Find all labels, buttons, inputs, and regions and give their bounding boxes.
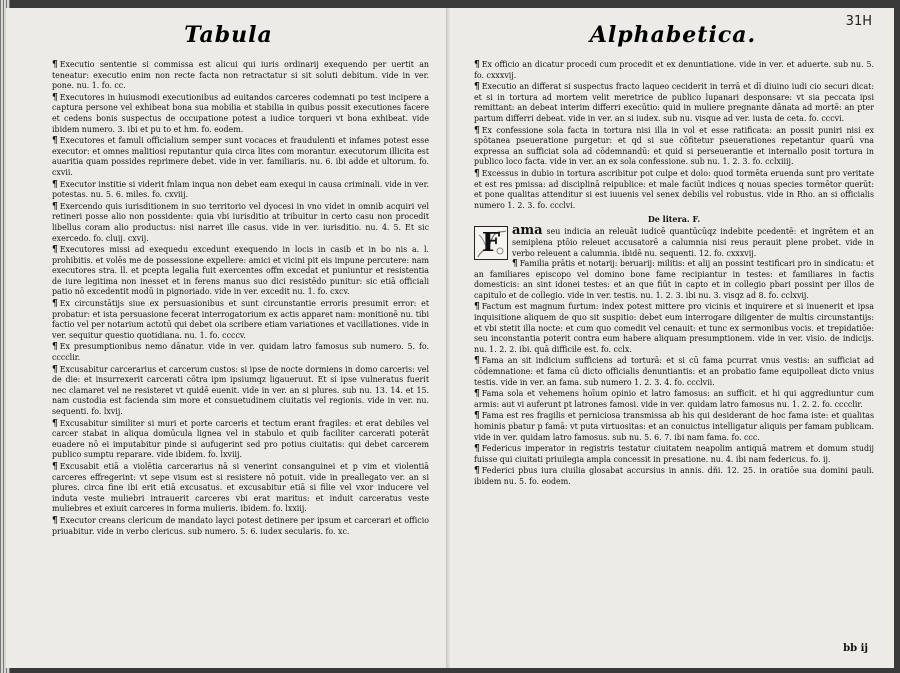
- pilcrow-icon: ¶: [474, 356, 480, 367]
- index-entry: [474, 60, 874, 81]
- entry-text: Ex confessione sola facta in tortura nisi illa in vol et esse ratificata: an possit puniri nisi ex spōtanea pseueratione purgetur: et qd si sue cōfitetur pseuerationes repetantur quarū vna expressa an sufficiat sola ad cōdemnandū: et quid si perseuerantie et internallo posit tortura in publico loco facta. vide in ver. an ex sola confessione. sub nu. 1. 2. 3. fo. cclxiiij.: [474, 125, 874, 167]
- index-entry: [52, 136, 429, 178]
- index-entry: [474, 389, 874, 410]
- entry-text: Executores missi ad exequedu excedunt exequendo in locis in casib et in bo nis a. l. prohibitis. et volēs me de possessione expellere: amici et vicini pit eis impune percutere: nam executores stra. ll. et pcepta legalia fuit exercentes offm excedat et puniuntur et resistentia de iure legitima non inesset et in ferens manus suo dici resistēdo punitur: sic etiā officiali patio nō excedentit modū in pignoriado. vide in ver. excedit nu. 1. fo. cxcv.: [52, 245, 429, 297]
- entry-text: Ex circunstātijs siue ex persuasionibus et sunt circunstantie erroris presumit error: et probatur: et ista persuasione fecerat interrogatorium ex actis apparet nam: monitionē nu. tibi factio vel per notarium actotū qui debet oia scribere etiam variationes et vacillationes. vide in ver. sequitur questio quotidiana. nu. 1. fo. ccccv.: [52, 299, 429, 340]
- entry-text: Excusabitur carcerarius et carcerum custos: si ipse de nocte dormiens in domo carceris: vel de die: et insurrexerit carcerati cōtra ipm ipsiumqz ligaueruut. Et si ipse vulneratus fuerit nec clamaret vel ne resisteret vt quidē euenit. vide in ver. an si plures. sub nu. 13. 14. et 15. nam custodia est facienda sim more et consuetudinem ciuitatis vel regionis. vide in ver. nu. sequenti. fo. lxvij.: [52, 364, 429, 416]
- pilcrow-icon: ¶: [52, 342, 58, 353]
- initial-lead-word: ama: [512, 223, 543, 239]
- pilcrow-icon: ¶: [52, 418, 58, 429]
- index-entry: [474, 411, 874, 443]
- pilcrow-icon: ¶: [512, 259, 518, 270]
- entry-text: Executores in huiusmodi executionibus ad euitandos carceres codemnati po test incipere a captura persone vel exhibeat bona sua mobilia et stabilia in quibus possit executiones facere et cedens bonis suspectus de occupatione potest a iudice torqueri vt bona exhibeat. vide ibidem numero. 3. ibi et pu to et hm. fo. eodem.: [52, 92, 429, 134]
- index-entry: [474, 259, 874, 301]
- initial-entry: [474, 223, 874, 259]
- index-entry: [52, 365, 429, 418]
- pilcrow-icon: ¶: [52, 515, 58, 526]
- pilcrow-icon: ¶: [52, 136, 58, 147]
- pilcrow-icon: ¶: [474, 466, 480, 477]
- index-entry: [474, 126, 874, 168]
- index-entry: [52, 419, 429, 461]
- right-page: [452, 8, 894, 668]
- entry-text: Federicus imperator in registris testatur ciuitatem neapolim antiquā matrem et domum studij fuisse qui ciuitati priuilegia ampla concessit in presatione. nu. 4. ibi nam federicus. fo. ij.: [474, 444, 874, 464]
- entry-text: Executor institie si viderit fnlam inqua non debet eam exequi in causa criminali. vide in ver. potestas. nu. 5. 6. miles. fo. cxviij.: [52, 179, 429, 200]
- pilcrow-icon: ¶: [52, 299, 58, 310]
- index-entry: [474, 356, 874, 388]
- entry-text: Ex officio an dicatur procedi cum procedit et ex denuntiatione. vide in ver. et aduerte. sub nu. 5. fo. cxxxvij.: [474, 60, 874, 80]
- right-entries-top: [474, 60, 874, 211]
- index-entry: [52, 342, 429, 363]
- index-entry: [52, 516, 429, 537]
- entry-text: Excessus in dubio in tortura ascribitur pot culpe et dolo: quod tormēta eruenda sunt pro veritate et est res pmissa: ad disciplinā reipublice: et male faciūt indices q nouas species tormētor querūt: et pone qualitas attenditur si est iuuenis vel senex debilis vel robustus. vide in Rho. an si officialis numero 1. 2. 3. fo. ccclvi.: [474, 168, 874, 210]
- pilcrow-icon: ¶: [52, 60, 58, 70]
- entry-text: Executores et famuli officialium semper sunt vocaces et fraudulenti et infames potest esse executor: et omnes malitiosi reputantur quia circa lites com morantur. executorum illicita est auaritia quam possides reprimere debet. vide in ver. familiaris. nu. 6. ibi adde et ultorum. fo. cxvii.: [52, 136, 429, 177]
- index-entry: [52, 180, 429, 201]
- initial-entry-text: seu indicia an releuāt iudicē quantūcūqz indebite pcedentē: et ingrētem et an semiplena ptōio releuet accusatorē a calumnia nisi reus perauit plene probet. vide in verbo releuent a calumnia. ibidē nu. sequenti. 12. fo. cxxxvij.: [512, 227, 874, 258]
- pilcrow-icon: ¶: [474, 389, 480, 400]
- folio-mark: 31H: [845, 14, 872, 29]
- index-entry: [52, 299, 429, 341]
- index-entry: [52, 93, 429, 135]
- index-entry: [474, 302, 874, 355]
- pilcrow-icon: ¶: [52, 364, 58, 375]
- index-entry: [474, 169, 874, 211]
- pilcrow-icon: ¶: [474, 60, 480, 70]
- entry-text: Ex presumptionibus nemo dānatur. vide in ver. quidam latro famosus sub numero. 5. fo. cccclir.: [52, 342, 429, 363]
- entry-text: Fama sola et vehemens hoīum opinio et latro famosus: an sufficit. et hi qui aggrediuntur cum armis: aut vi auferunt pt latrones famosi. vide in ver. quidam latro famosus nu. 1. 2. 2. fo. cccclir.: [474, 389, 874, 409]
- index-entry: [52, 60, 429, 92]
- pilcrow-icon: ¶: [474, 444, 480, 455]
- section-title: De litera. F.: [647, 214, 701, 225]
- pilcrow-icon: ¶: [474, 125, 480, 136]
- pilcrow-icon: ¶: [474, 411, 480, 422]
- entry-text: Familia prātis et notarij: beruarij: militis: et alij an possint testificari pro in sindicatu: et an familiares episcopo vel domino bone fame recipiantur in testes: et familiares in factis domesticis: an sint idonei testes: et an que fiūt in capto et in collegio pbari possint per illos de capitulo et de collegio. vide in ver. testis. nu. 1. 2. 3. ibi nu. 3. visqz ad 8. fo. cclxvij.: [474, 259, 874, 300]
- index-entry: [474, 82, 874, 124]
- decorated-initial-icon: F: [474, 226, 508, 260]
- pilcrow-icon: ¶: [52, 461, 58, 472]
- pilcrow-icon: ¶: [52, 201, 58, 212]
- index-entry: [474, 444, 874, 465]
- entry-text: Factum est magnum furtum: index potest mittere pro vicinis et inquirere et si inuenerit et ipsa inquisitione aliquem de quo sit suspitio: debet eum interrogare diligenter de multis circunstantijs: et vbi stetit illa nocte: et cum quo comedit vel cenauit: et tunc ex sermonibus vocis. et trepidatiōe: seu inconstantia poterit contra eum habere aliquam presumptionem. vide in ver. visio. de indicijs. nu. 1. 2. 2. ibi. quā difficile est. fo. cclx.: [474, 302, 874, 354]
- left-page: [6, 8, 452, 668]
- entry-text: Fama est res fragilis et perniciosa transmissa ab his qui desiderant de hoc fama iste: et qualitas hominis pbatur p famā: vt puta virtuositas: et an conuictus intelligatur aliquis per famam publicam. vide in ver. quidam latro famosus. sub nu. 5. 6. 7. ibi nam fama. fo. ccc.: [474, 411, 874, 442]
- right-running-head: Alphabetica.: [589, 22, 757, 48]
- index-entry: [474, 466, 874, 487]
- signature-mark: bb ij: [843, 643, 868, 654]
- pilcrow-icon: ¶: [52, 179, 58, 190]
- entry-text: Fama an sit indicium sufficiens ad torturā: et si cū fama pcurrat vnus vestis: an sufficiat ad cōdemnatione: et fama cū dicto officialis denuntiantis: et an probatio fame equipolleat dicto vnius testis. vide in ver. an fama. sub numero 1. 2. 3. 4. fo. ccclvii.: [474, 356, 874, 387]
- index-entry: [52, 245, 429, 298]
- entry-text: Excusabit etiā a violētia carcerarius nā si venerint consanguinei et p vim et violentiā carceres effregerint: vt sepe visum est si resistere nō potuit. vide in preallegato ver. an si plures. circa fine ibi erit etiā excusatus. et excusabitur etiā si filie vel vxor inducere vel induta veste muliebri intrauerit carceres vbi erat maritus: et induit carceratus veste muliebres et exiuit carceres in forma mulieris. ibidem. fo. lxxiij.: [52, 461, 429, 514]
- entry-text: Exercendo quis iurisditionem in suo territorio vel dyocesi in vno videt in omnib acquiri vel retineri posse alio non possidente: quia vbi iurisditio at tribuitur in certo casu non procedit libellus coram alio productus: nisi narret ille casus. vide in ver. iurisditio. nu. 4. 5. Et sic exercedo. fo. cluij. cxvij.: [52, 201, 429, 243]
- entry-text: Federici pbus iura ciuilia glosabat accursius in annis. dñi. 12. 25. in oratiōe sua domini pauli. ibidem nu. 5. fo. eodem.: [474, 466, 874, 486]
- entry-text: Executio sententie si commissa est alicui qui iuris ordinarij exequendo per uertit an teneatur: executio enim non recte facta non retractatur si sit soluti debitum. vide in ver. pone. nu. 1. fo. cc.: [52, 60, 429, 91]
- right-column: [474, 60, 874, 489]
- pilcrow-icon: ¶: [474, 82, 480, 93]
- pilcrow-icon: ¶: [474, 168, 480, 179]
- entry-text: Executio an differat si suspectus fracto laqueo ceciderit in terrā et dī diuino iudi cio securi dicat: et si in tortura ad mortem velit meretrice de publico lupanari desponsare: vt sia peccata ipsi remittant: an debeat interim differri execūtio: quid in muliere pregnante dānata ad mortē: an pter partum differri debeat. vide in ver. an si iudex. sub nu. visque ad ver. iusta de ceta. fo. cccvi.: [474, 82, 874, 123]
- index-entry: [52, 462, 429, 515]
- pilcrow-icon: ¶: [52, 245, 58, 256]
- right-entries-bottom: [474, 259, 874, 487]
- entry-text: Executor creans clericum de mandato layci potest detinere per ipsum et carcerari et officio priuabitur. vide in verbo clericus. sub numero. 5. 6. iudex secularis. fo. xc.: [52, 515, 429, 536]
- index-entry: [52, 202, 429, 244]
- left-running-head: Tabula: [184, 22, 273, 48]
- pilcrow-icon: ¶: [474, 302, 480, 313]
- left-column: [52, 60, 429, 538]
- entry-text: Excusabitur similiter si muri et porte carceris et tectum erant fragiles: et erat debiles vel carcer stabat in aliqua domūcula lignea vel in stabulo et quib faciliter carcerati poterāt euadere nō ei imputabitur pinde si aufugerint sed pro potius ciuitatis: qui debet carcerem publico sumptu reparare. vide ibidem. fo. lxviij.: [52, 418, 429, 460]
- pilcrow-icon: ¶: [52, 92, 58, 103]
